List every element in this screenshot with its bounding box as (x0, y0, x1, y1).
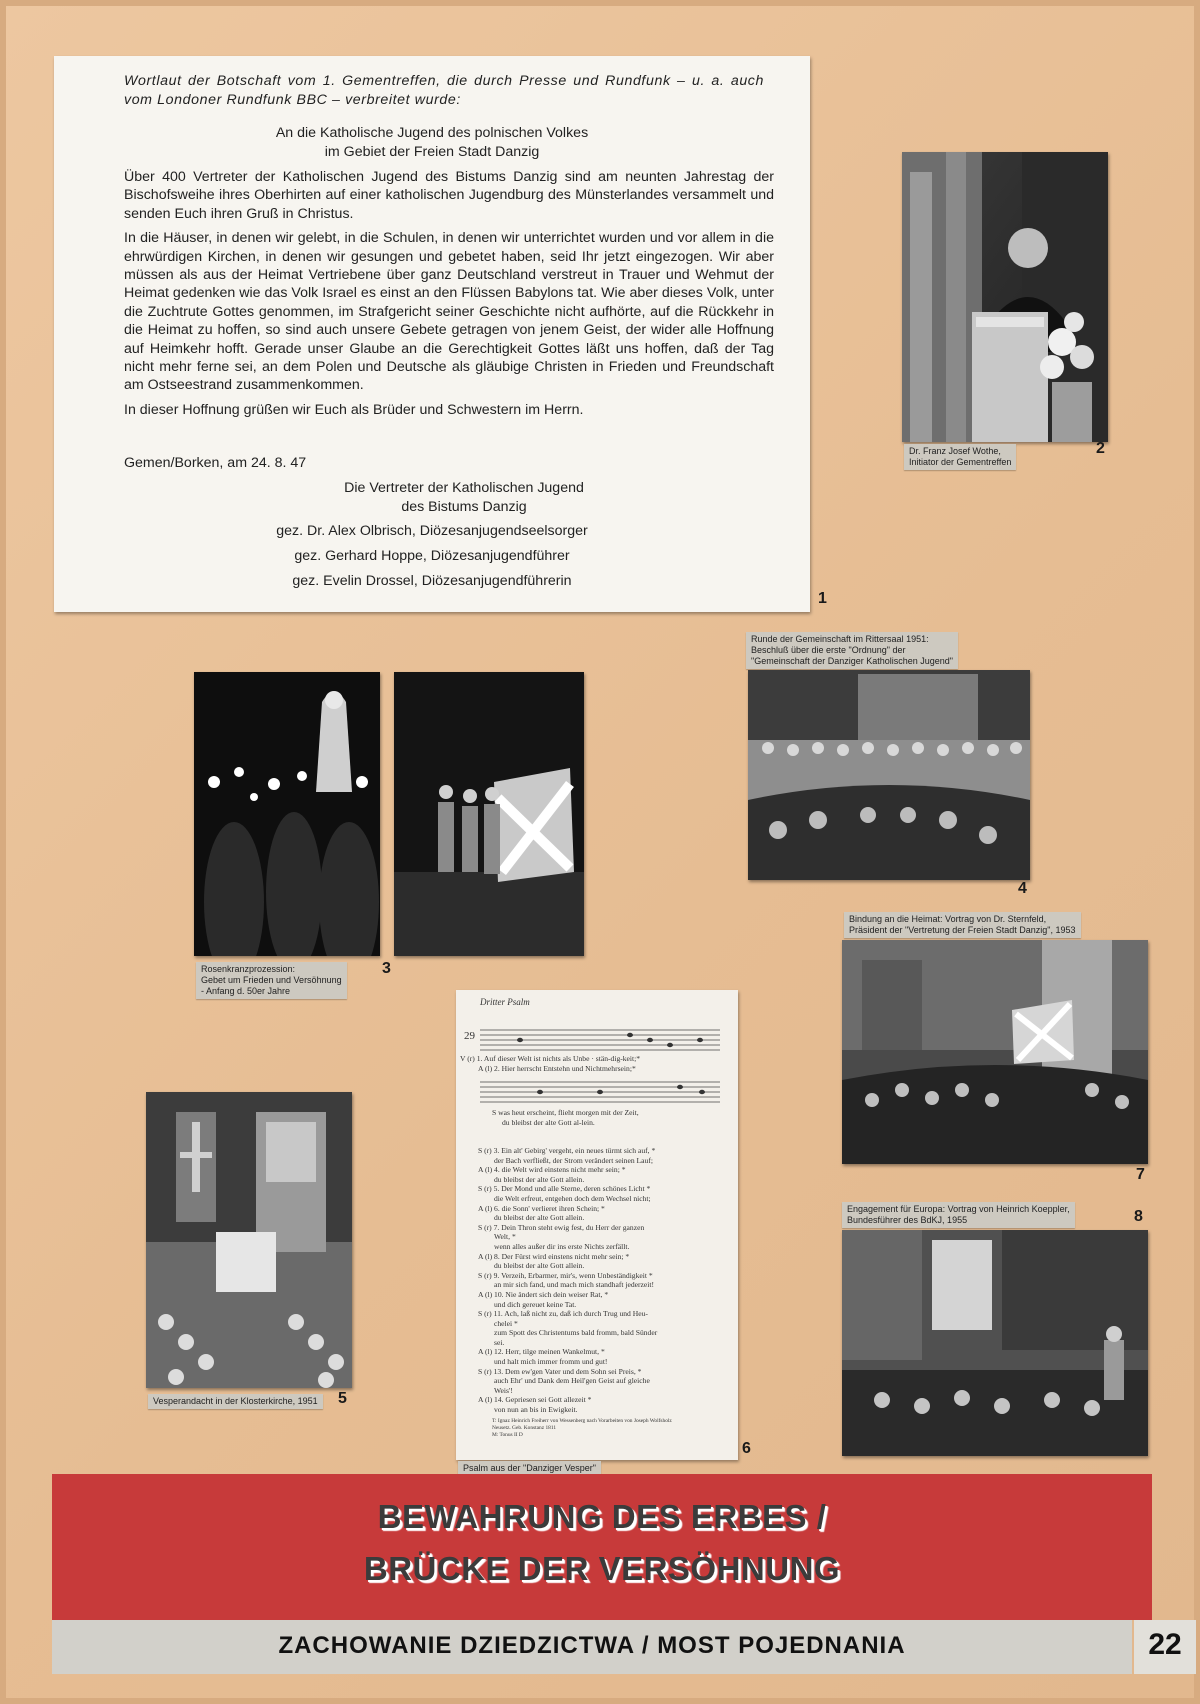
psalm-verse: S (r) 9. Verzeih, Erbarmer, mir's, wenn Unbeständigkeit * (478, 1270, 653, 1280)
signature-hoppe: gez. Gerhard Hoppe, Diözesanjugendführer (294, 548, 570, 564)
psalm-verse: S (r) 13. Dem ew'gen Vater und dem Sohn sei Preis, * (478, 1366, 642, 1376)
signatory-line-2: des Bistums Danzig (401, 499, 527, 515)
signatory-line-1: Die Vertreter der Katholischen Jugend (344, 480, 584, 496)
caption-4-line-2: Beschluß über die erste "Ordnung" der (751, 645, 906, 655)
psalm-verse: zum Spott des Christentums bald fromm, bald Sünder (494, 1328, 658, 1338)
psalm-verse: wenn alles außer dir ins erste Nichts zerfällt. (494, 1241, 630, 1251)
caption-7-line-1: Bindung an die Heimat: Vortrag von Dr. Sternfeld, (849, 914, 1047, 924)
item-number-1: 1 (818, 590, 827, 607)
caption-photo-4 (746, 632, 958, 669)
caption-8-line-2: Bundesführer des BdKJ, 1955 (847, 1215, 968, 1225)
psalm-line-2: A (l) 2. Hier herrscht Entstehn und Nichtmehrsein;* (478, 1064, 636, 1073)
caption-3-line-1: Rosenkranzprozession: (201, 964, 296, 974)
psalm-verse: Welt, * (494, 1232, 516, 1242)
psalm-verses (478, 1146, 728, 1415)
letter-addressee (54, 124, 810, 162)
psalm-verse: die Welt erfreut, entgehen doch dem Wechsel nicht; (494, 1193, 651, 1203)
caption-2-line-1: Dr. Franz Josef Wothe, (909, 446, 1001, 456)
speaker-photo-image (902, 152, 1108, 442)
photo-meeting-rittersaal (748, 670, 1030, 880)
photo-vesper-church (146, 1092, 352, 1388)
psalm-verse: A (l) 4. die Welt wird einstens nicht mehr sein; * (478, 1165, 626, 1175)
caption-6-line-1: Psalm aus der "Danziger Vesper" (463, 1463, 596, 1473)
letter-paragraph-3: In dieser Hoffnung grüßen wir Euch als Brüder und Schwestern im Herrn. (124, 401, 584, 418)
caption-3-line-3: - Anfang d. 50er Jahre (201, 986, 291, 996)
letter-intro: Wortlaut der Botschaft vom 1. Gementreffen, die durch Presse und Rundfunk – u. a. auch vom Londoner Rundfunk BBC – verbreitet wurde: (124, 73, 764, 108)
vesper-church-image (146, 1092, 352, 1388)
polish-subtitle: ZACHOWANIE DZIEDZICTWA / MOST POJEDNANIA (278, 1632, 906, 1659)
caption-photo-7 (844, 912, 1081, 938)
psalm-verse: S (r) 5. Der Mond und alle Sterne, deren schönes Licht * (478, 1184, 651, 1194)
polish-subtitle-bar (52, 1620, 1132, 1674)
psalm-verse: der Bach verfließt, der Strom verändert seinen Lauf; (494, 1155, 653, 1165)
signature-drossel: gez. Evelin Drossel, Diözesanjugendführerin (292, 573, 572, 589)
psalm-verse: S (r) 11. Ach, laß nicht zu, daß ich durch Trug und Heu- (478, 1309, 648, 1319)
item-number-5: 5 (338, 1390, 347, 1407)
signature-olbrisch: gez. Dr. Alex Olbrisch, Diözesanjugendseelsorger (276, 523, 588, 539)
caption-3-line-2: Gebet um Frieden und Versöhnung (201, 975, 342, 985)
procession-flag-image (394, 672, 584, 956)
psalm-verse: chelei * (494, 1318, 518, 1328)
caption-5-line-1: Vesperandacht in der Klosterkirche, 1951 (153, 1396, 318, 1406)
psalm-verse: auch Ehr' und Dank dem Heil'gen Geist auf gleiche (494, 1376, 650, 1386)
caption-photo-8 (842, 1202, 1075, 1228)
psalm-verse: von nun an bis in Ewigkeit. (494, 1405, 578, 1415)
lecture-sternfeld-image (842, 940, 1148, 1164)
psalm-verse: S (r) 3. Ein alt' Gebirg' vergeht, ein neues türmt sich auf, * (478, 1146, 656, 1155)
letter-body (124, 168, 774, 425)
psalm-verse: und dich gereuet keine Tat. (494, 1299, 577, 1309)
photo-speaker-wothe (902, 152, 1108, 442)
caption-4-line-1: Runde der Gemeinschaft im Rittersaal 1951: (751, 634, 929, 644)
photo-lecture-sternfeld (842, 940, 1148, 1164)
letter-paragraph-1: Über 400 Vertreter der Katholischen Jugend des Bistums Danzig sind am neunten Jahrestag der Bischofsweihe ihres Oberhirten auf einer katholischen Jugendburg des Münsterlandes versammelt und senden Euch ihren Gruß in Christus. (124, 169, 774, 222)
banner-title-line-2: BRÜCKE DER VERSÖHNUNG (363, 1550, 841, 1587)
item-number-7: 7 (1136, 1166, 1145, 1183)
item-number-6: 6 (742, 1440, 751, 1457)
caption-2-line-2: Initiator der Gementreffen (909, 457, 1012, 467)
message-letter (54, 56, 810, 612)
photo-rosary-procession-flag (394, 672, 584, 956)
psalm-number: 29 (464, 1030, 475, 1042)
photo-rosary-procession-candles (194, 672, 380, 956)
psalm-verse: du bleibst der alte Gott allein. (494, 1174, 585, 1184)
caption-photo-2 (904, 444, 1016, 470)
psalm-staff-1 (480, 1026, 720, 1052)
banner-title-line-1: BEWAHRUNG DES ERBES / (377, 1498, 827, 1535)
page-number: 22 (1148, 1628, 1182, 1661)
psalm-verse: an mir sich fand, und mach mich standhaft jederzeit! (494, 1280, 655, 1290)
letter-place-date: Gemen/Borken, am 24. 8. 47 (124, 455, 307, 471)
psalm-heading: Dritter Psalm (480, 997, 530, 1007)
psalm-line-3: S was heut erscheint, flieht morgen mit der Zeit, (492, 1108, 639, 1117)
title-banner (52, 1474, 1152, 1620)
psalm-verse: A (l) 12. Herr, tilge meinen Wankelmut, * (478, 1347, 605, 1357)
psalm-verse: A (l) 10. Nie ändert sich dein weiser Rat, * (478, 1289, 609, 1299)
item-number-3: 3 (382, 960, 391, 977)
psalm-verse: du bleibst der alte Gott allein. (494, 1213, 585, 1223)
psalm-verse: Weis'! (494, 1385, 513, 1395)
caption-8-line-1: Engagement für Europa: Vortrag von Heinrich Koeppler, (847, 1204, 1070, 1214)
caption-7-line-2: Präsident der "Vertretung der Freien Stadt Danzig", 1953 (849, 925, 1076, 935)
psalm-footer-line-1: T: Ignaz Heinrich Freiherr von Wessenberg nach Vorarbeiten von Joseph Wolfsholz (492, 1418, 672, 1424)
addressee-line-2: im Gebiet der Freien Stadt Danzig (324, 144, 540, 160)
psalm-verse: sei. (494, 1337, 505, 1347)
psalm-verse: A (l) 14. Gepriesen sei Gott allezeit * (478, 1395, 592, 1405)
letter-paragraph-2: In die Häuser, in denen wir gelebt, in die Schulen, in denen wir unterrichtet wurden und vor allem in die ehrwürdigen Kirchen, in denen wir gesungen und gebetet haben, seid Ihr jetzt eingezogen. Wir aber müssen als aus der Heimat Vertriebene über ganz Deutschland verstreut in Trauer und Wehmut der Heimat gedenken wie das Volk Israel es einst an den Flüssen Babylons tat. Wie aber dieses Volk, unter die Zuchtrute Gottes genommen, im Strafgericht seiner Geschichte nicht aufhörte, auf die Rückkehr in die Heimat zu hoffen, so sind auch unsere Gebete getragen von jenem Geist, der wider alle Hoffnung auf Heimkehr hofft. Gerade unser Glaube an die Gerechtigkeit Gottes läßt uns hoffen, daß der Tag nicht mehr ferne sei, an dem Polen und Deutsche als gläubige Christen in Frieden und Freundschaft am Ostseestrand zusammenkommen. (124, 230, 774, 394)
photo-lecture-koeppler (842, 1230, 1148, 1456)
psalm-line-1: V (r) 1. Auf dieser Welt ist nichts als Unbe · stän-dig-keit;* (460, 1054, 641, 1063)
psalm-footer-line-2: Neusetz. Geb. Konstanz 1811 (492, 1425, 557, 1431)
procession-candles-image (194, 672, 380, 956)
psalm-verse: A (l) 8. Der Fürst wird einstens nicht mehr sein; * (478, 1251, 630, 1261)
psalm-verse: und halt mich immer fromm und gut! (494, 1357, 608, 1367)
psalm-footer-line-3: M: Tonus II D (492, 1432, 523, 1438)
caption-photo-3 (196, 962, 347, 999)
item-number-2: 2 (1096, 440, 1105, 457)
psalm-staff-2 (480, 1078, 720, 1104)
caption-photo-5 (148, 1394, 323, 1409)
psalm-verse: S (r) 7. Dein Thron steht ewig fest, du Herr der ganzen (478, 1222, 645, 1232)
psalm-footer (492, 1418, 672, 1439)
page-number-box (1134, 1620, 1196, 1674)
psalm-sheet (456, 990, 738, 1460)
addressee-line-1: An die Katholische Jugend des polnischen Volkes (275, 125, 589, 141)
caption-4-line-3: "Gemeinschaft der Danziger Katholischen Jugend" (751, 656, 954, 666)
meeting-photo-image (748, 670, 1030, 880)
letter-signatories (204, 479, 724, 517)
psalm-line-4: du bleibst der alte Gott al-lein. (502, 1118, 595, 1127)
psalm-verse: A (l) 6. die Sonn' verlieret ihren Schein; * (478, 1203, 605, 1213)
psalm-verse: du bleibst der alte Gott allein. (494, 1261, 585, 1271)
item-number-4: 4 (1018, 880, 1027, 897)
lecture-koeppler-image (842, 1230, 1148, 1456)
item-number-8: 8 (1134, 1208, 1143, 1225)
